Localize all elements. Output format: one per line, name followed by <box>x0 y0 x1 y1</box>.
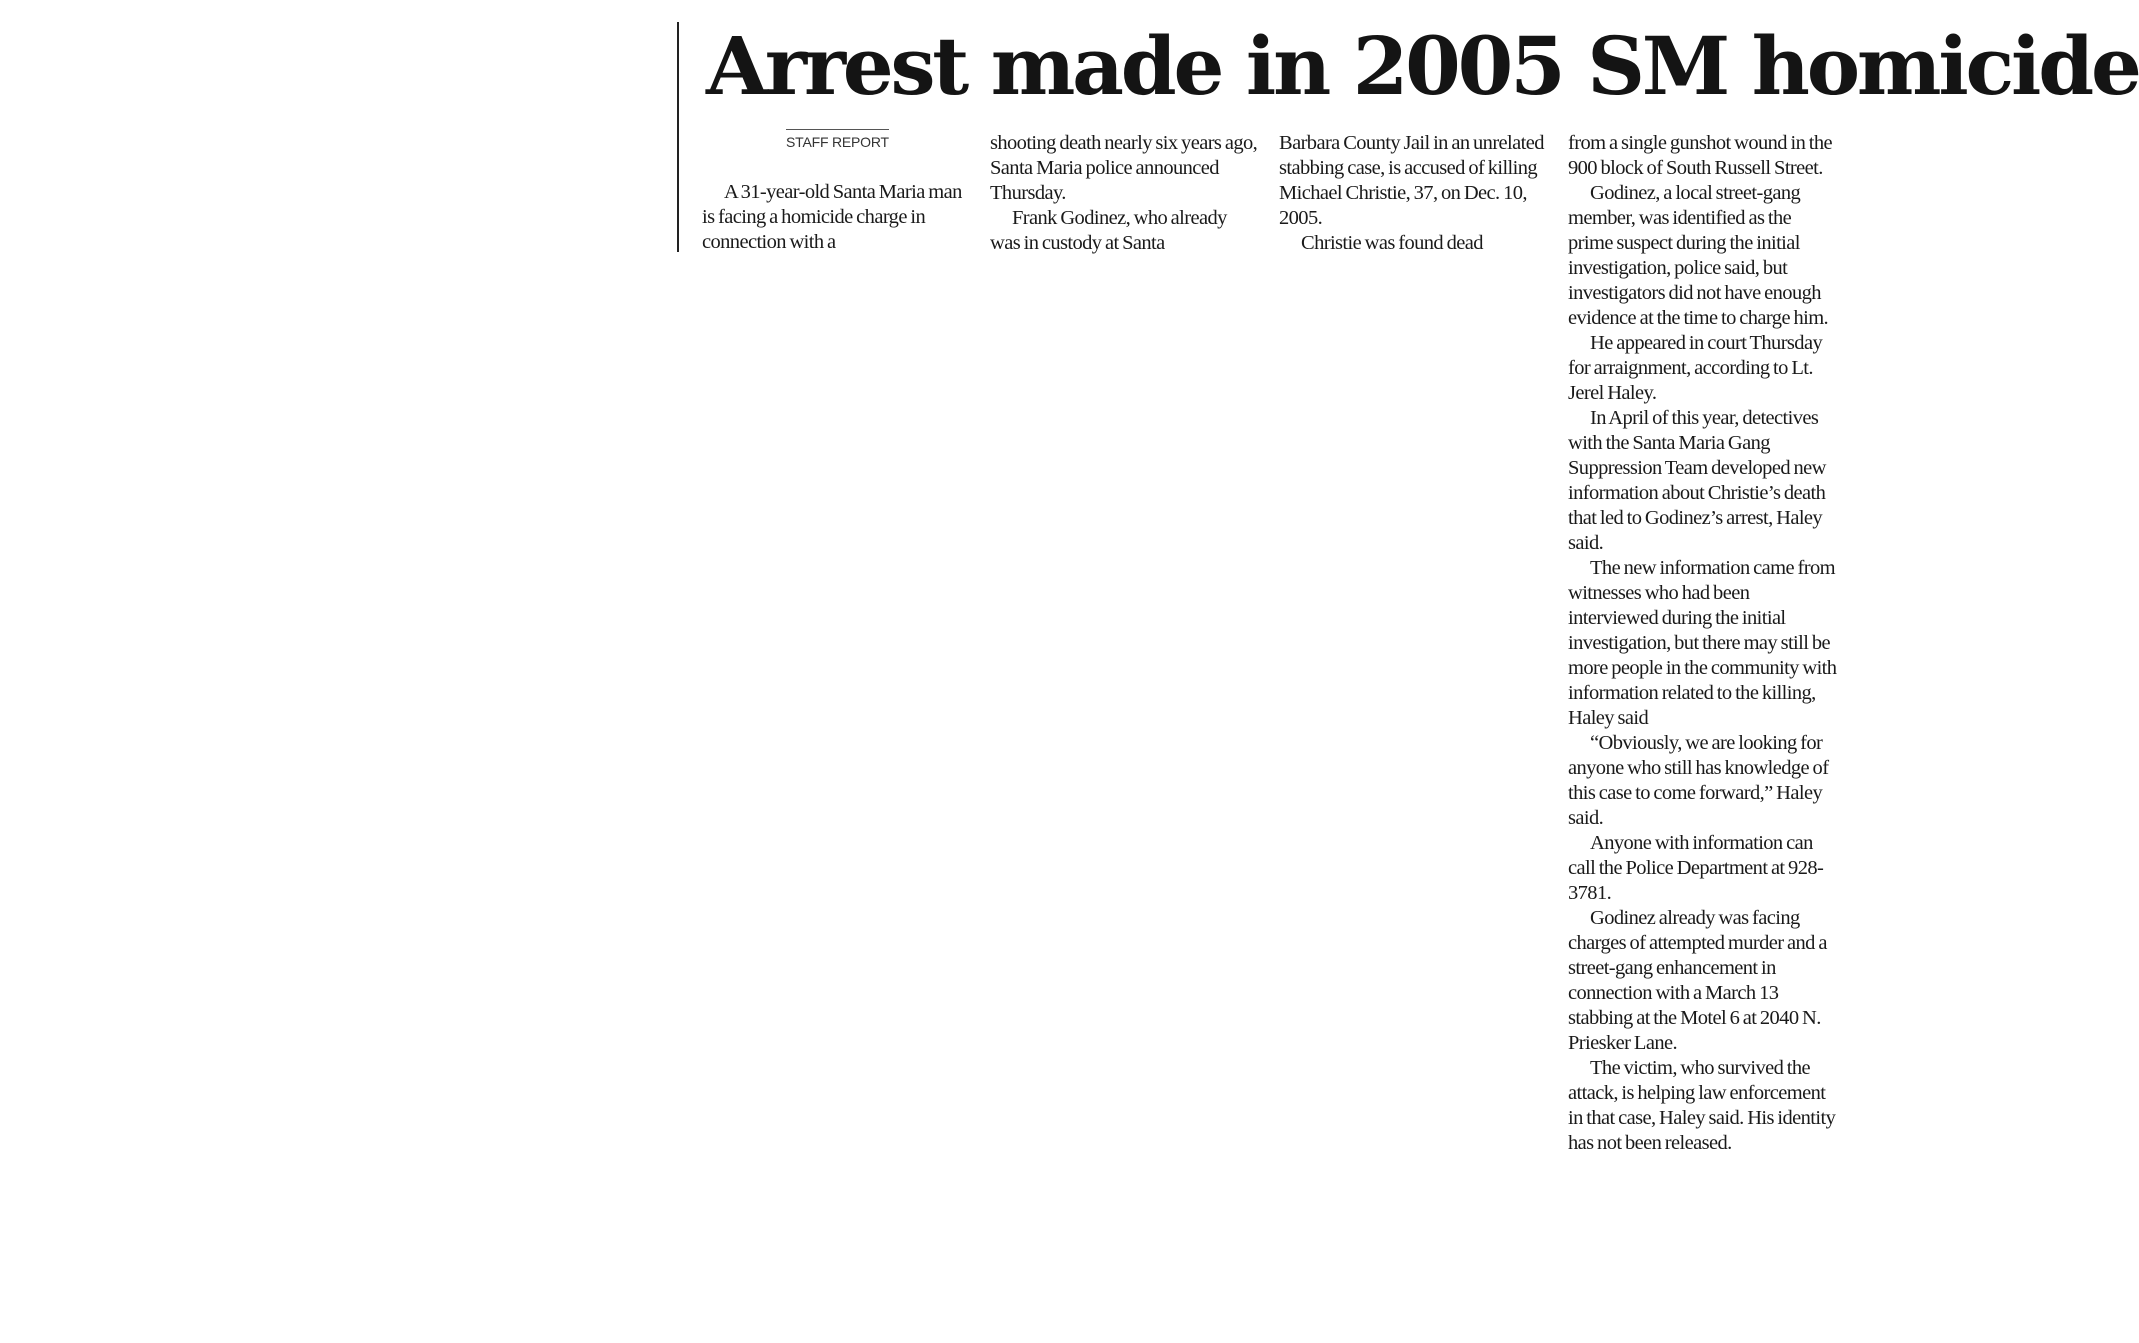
article-column-4 <box>1568 131 1838 1156</box>
article-paragraph: He appeared in court Thursday for arraignment, according to Lt. Jerel Haley. <box>1568 332 1823 404</box>
article-paragraph: from a single gunshot wound in the 900 block of South Russell Street. <box>1568 132 1832 179</box>
byline: STAFF REPORT <box>786 129 889 151</box>
article-paragraph: shooting death nearly six years ago, Santa Maria police announced Thursday. <box>990 132 1258 204</box>
article-paragraph: Anyone with information can call the Police Department at 928-3781. <box>1568 832 1824 904</box>
article-paragraph: Christie was found dead <box>1301 232 1483 254</box>
article-paragraph: The new information came from witnesses who had been interviewed during the initial investigation, but there may still be more people in the community with information related to the killing, Haley said <box>1568 557 1837 729</box>
article-column-3 <box>1279 131 1549 256</box>
article-paragraph: The victim, who survived the attack, is helping law enforcement in that case, Haley said. His identity has not been released. <box>1568 1057 1836 1154</box>
article-paragraph: Godinez, a local street-gang member, was identified as the prime suspect during the initial investigation, police said, but investigators did not have enough evidence at the time to charge him. <box>1568 182 1829 329</box>
article-paragraph: In April of this year, detectives with the Santa Maria Gang Suppression Team developed new information about Christie’s death that led to Godinez’s arrest, Haley said. <box>1568 407 1826 554</box>
headline: Arrest made in 2005 SM homicide <box>706 19 2139 113</box>
article-paragraph: “Obviously, we are looking for anyone who still has knowledge of this case to come forward,” Haley said. <box>1568 732 1829 829</box>
article-column-2 <box>990 131 1260 256</box>
column-rule <box>677 22 679 252</box>
article-paragraph: A 31-year-old Santa Maria man is facing a homicide charge in connection with a <box>702 181 962 253</box>
article-column-1 <box>702 180 972 255</box>
article-paragraph: Frank Godinez, who already was in custody at Santa <box>990 207 1227 254</box>
article-paragraph: Barbara County Jail in an unrelated stabbing case, is accused of killing Michael Christie, 37, on Dec. 10, 2005. <box>1279 132 1544 229</box>
article-paragraph: Godinez already was facing charges of attempted murder and a street-gang enhancement in connection with a March 13 stabbing at the Motel 6 at 2040 N. Priesker Lane. <box>1568 907 1827 1054</box>
